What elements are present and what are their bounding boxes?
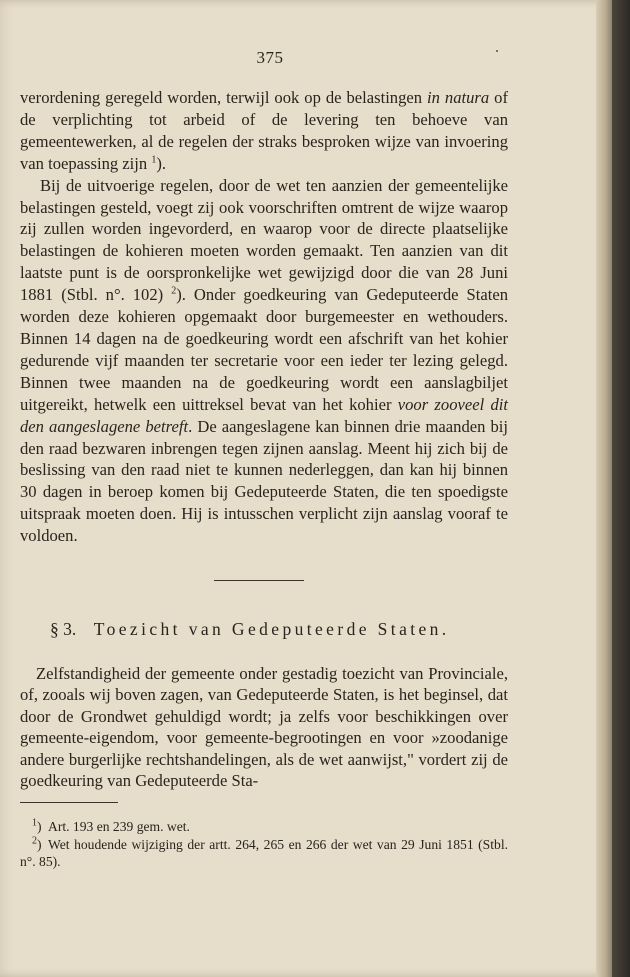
paragraph-1-italic: in natura [427, 88, 490, 107]
footnote-rule [20, 802, 118, 803]
section-heading [50, 619, 490, 640]
paragraph-2-text-b: . Onder goedkeuring van Gedeputeerde Staten worden deze kohieren opgemaakt door burgemeester en wethouders. Binnen 14 dagen na de goedkeuring wordt een afschrift van het kohier gedurende vijf maanden ter secretarie voor een ieder ter lezing gelegd. Binnen twee maanden na de goedkeuring wordt een aanslagbiljet uitgereikt, hetwelk een uittreksel bevat van het kohier [20, 285, 509, 414]
footnote-1 [20, 818, 508, 836]
paragraph-1-text-b: of de verplichting tot arbeid of de levering ten behoeve van gemeentewerken, al de regelen der straks besproken wijze van invoering van toepassing zijn [20, 88, 508, 173]
paragraph-2-text-a: Bij de uitvoerige regelen, door de wet ten aanzien der gemeentelijke belastingen gesteld, voegt zij ook voorschriften omtrent de wijze waarop zij zullen worden ingevorderd, en waarop voor de directe plaatselijke belastingen de kohieren moeten worden gemaakt. Ten aanzien van dit laatste punt is de oorspronkelijke wet gewijzigd door die van 28 Juni 1881 (Stbl. n°. 102) [20, 175, 508, 305]
footnote-2-text: Wet houdende wijziging der artt. 264, 265 en 266 der wet van 29 Juni 1851 (Stbl. n°. 85). [20, 836, 508, 869]
page-number: 375 [256, 48, 284, 67]
section-paragraph: Zelfstandigheid der gemeente onder gestadig toezicht van Provinciale, of, zooals wij boven zagen, van Gedeputeerde Staten, is het beginsel, dat door de Grondwet gehuldigd wordt; ja zelfs voor beschikkingen over gemeente-eigendom, voor gemeente-begrootingen en voor »zoodanige andere burgerlijke rechtshandelingen, als de wet aanwijst," vordert zij de goedkeuring van Gedeputeerde Sta- [20, 664, 508, 791]
body-text [20, 87, 508, 547]
footnote-ref-1[interactable]: 1 [151, 154, 157, 166]
footnote-1-mark-number: 1 [32, 817, 37, 829]
footnote-2 [20, 836, 508, 871]
paragraph-1-close-paren: ) [156, 153, 162, 173]
footnotes [20, 818, 508, 871]
footnote-1-text: Art. 193 en 239 gem. wet. [48, 819, 190, 834]
footnote-1-mark: $^1$) [32, 817, 42, 834]
section-number: § 3. [50, 619, 77, 639]
footnote-ref-2[interactable]: 2 [171, 285, 177, 297]
paragraph-2-text-c: . De aangeslagene kan binnen drie maanden bij den raad bezwaren inbrengen tegen zijnen aanslag. Meent hij zich bij de beslissing van den raad niet te kunnen nederleggen, dan kan hij binnen 30 dagen in beroep komen bij Gedeputeerde Staten, die ten spoedigste uitspraak moeten doen. Hij is intusschen verplicht zijn aanslag vooraf te voldoen. [20, 416, 509, 546]
footnote-2-mark: $^2$) [32, 834, 42, 852]
page-edge-shadow [596, 0, 612, 977]
paragraph-2-italic: voor zooveel dit den aangeslagene betreft [20, 394, 508, 436]
book-binding [612, 0, 630, 977]
footnote-2-mark-number: 2 [32, 834, 37, 846]
paragraph-1-text-c: . [161, 153, 167, 173]
paragraph-2-close-paren: ) [176, 285, 182, 305]
paragraph-1-text-a: verordening geregeld worden, terwijl ook op de belastingen [20, 88, 428, 107]
paragraph-2 [20, 175, 508, 547]
paragraph-1 [20, 87, 508, 175]
section-separator [214, 580, 304, 581]
section-title: Toezicht van Gedeputeerde Staten. [93, 619, 450, 639]
